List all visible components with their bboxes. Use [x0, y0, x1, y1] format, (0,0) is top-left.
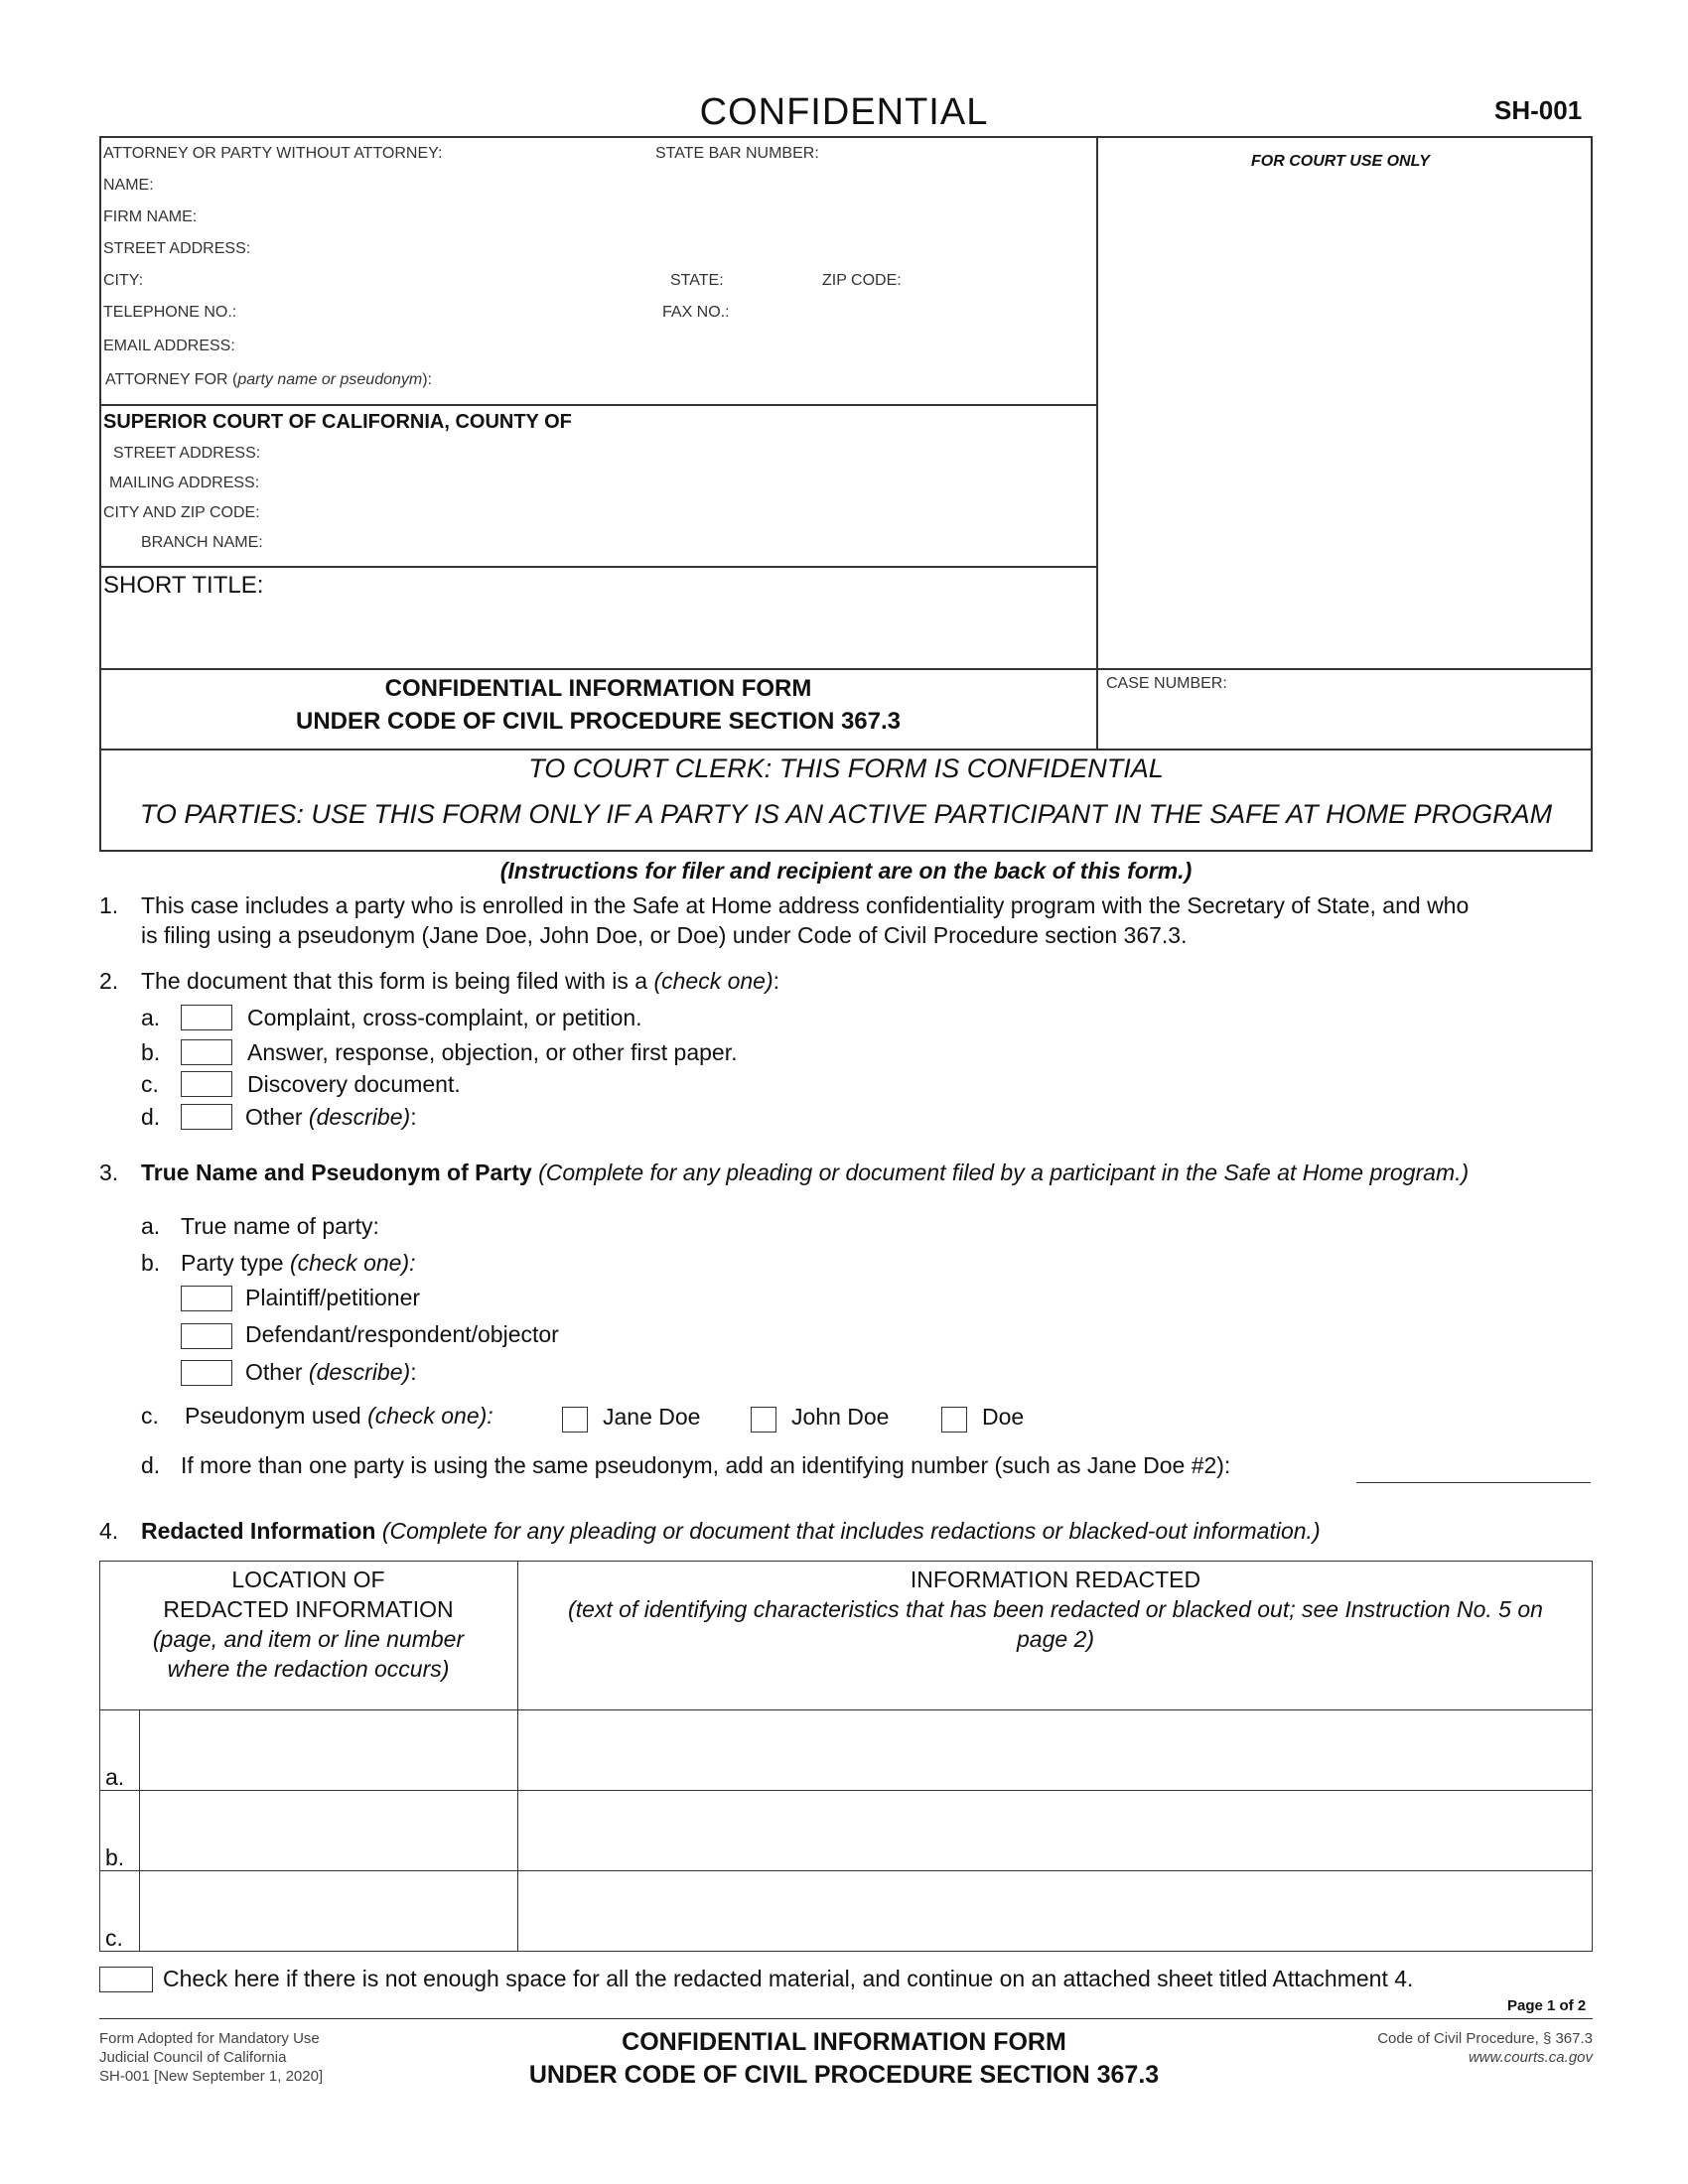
attorney-for-italic: party name or pseudonym: [237, 371, 423, 388]
other-party-label-end: :: [410, 1359, 417, 1385]
item3-heading: True Name and Pseudonym of Party: [141, 1160, 532, 1185]
item2-text-italic: (check one): [653, 968, 774, 994]
page-number: Page 1 of 2: [1507, 1997, 1587, 2014]
telephone-label: TELEPHONE NO.:: [103, 304, 237, 321]
instructions-note: (Instructions for filer and recipient are on the back of this form.): [499, 858, 1193, 884]
item2-d-label-italic: (describe): [308, 1104, 411, 1130]
defendant-checkbox[interactable]: [181, 1323, 232, 1349]
page-title: CONFIDENTIAL: [699, 91, 989, 133]
item3-b-letter: b.: [141, 1250, 161, 1276]
item2-number: 2.: [99, 968, 119, 994]
attorney-for-label: [105, 371, 432, 389]
col1-header-line4: where the redaction occurs): [167, 1656, 450, 1682]
footer-title-line2: UNDER CODE OF CIVIL PROCEDURE SECTION 367.3: [528, 2061, 1160, 2089]
doe-label: Doe: [982, 1404, 1025, 1430]
row-b-letter: b.: [105, 1844, 125, 1870]
doe-checkbox[interactable]: [941, 1407, 967, 1433]
footer-rule: [99, 2018, 1593, 2019]
attorney-for-text: ATTORNEY FOR (: [105, 371, 238, 388]
court-mailing-label: MAILING ADDRESS:: [109, 475, 260, 491]
item3-number: 3.: [99, 1160, 119, 1185]
table-header-bottom: [99, 1709, 1593, 1710]
plaintiff-label: Plaintiff/petitioner: [245, 1285, 421, 1310]
other-party-label: [245, 1359, 417, 1386]
item2-d-checkbox[interactable]: [181, 1104, 232, 1130]
item2-c-checkbox[interactable]: [181, 1071, 232, 1097]
item3-b-label-italic: (check one):: [289, 1250, 416, 1276]
item2-d-label: [245, 1104, 417, 1131]
short-title-label: SHORT TITLE:: [103, 572, 264, 599]
item4-heading-note: (Complete for any pleading or document that includes redactions or blacked-out information.): [381, 1518, 1321, 1544]
footer-adopted-line3: SH-001 [New September 1, 2020]: [99, 2068, 324, 2085]
jane-doe-checkbox[interactable]: [562, 1407, 588, 1433]
item3-c-label: [185, 1403, 493, 1430]
attachment-label: Check here if there is not enough space for all the redacted material, and continue on an attached sheet titled Attachment 4.: [163, 1966, 1414, 1991]
state-label: STATE:: [670, 272, 724, 289]
item2-c-label: Discovery document.: [247, 1071, 461, 1097]
court-heading: SUPERIOR COURT OF CALIFORNIA, COUNTY OF: [103, 411, 572, 433]
item3-d-letter: d.: [141, 1452, 161, 1478]
defendant-label: Defendant/respondent/objector: [245, 1321, 559, 1347]
table-row-a-bottom: [99, 1790, 1593, 1791]
item2-b-checkbox[interactable]: [181, 1039, 232, 1065]
row-b-information-cell[interactable]: [519, 1792, 1591, 1869]
item4-heading: Redacted Information: [141, 1518, 376, 1544]
notice-line1: TO COURT CLERK: THIS FORM IS CONFIDENTIAL: [528, 753, 1164, 783]
item2-c-letter: c.: [141, 1071, 159, 1097]
state-bar-label: STATE BAR NUMBER:: [655, 145, 819, 162]
col1-header-line2: REDACTED INFORMATION: [163, 1596, 454, 1622]
footer-website[interactable]: www.courts.ca.gov: [1468, 2049, 1593, 2066]
attorney-for-end: ):: [422, 371, 432, 388]
footer-title-line1: CONFIDENTIAL INFORMATION FORM: [622, 2028, 1066, 2056]
row-c-information-cell[interactable]: [519, 1872, 1591, 1950]
zip-code-label: ZIP CODE:: [822, 272, 902, 289]
jane-doe-label: Jane Doe: [603, 1404, 701, 1430]
item2-d-letter: d.: [141, 1104, 161, 1130]
court-street-label: STREET ADDRESS:: [113, 445, 261, 462]
item4-heading-line: [141, 1518, 1321, 1545]
footer-adopted-line1: Form Adopted for Mandatory Use: [99, 2030, 320, 2047]
city-label: CITY:: [103, 272, 144, 289]
item3-heading-note: (Complete for any pleading or document filed by a participant in the Safe at Home program.): [538, 1160, 1470, 1185]
item2-a-letter: a.: [141, 1005, 161, 1030]
row-a-letter: a.: [105, 1764, 125, 1790]
footer-adopted-line2: Judicial Council of California: [99, 2049, 287, 2066]
row-b-location-cell[interactable]: [141, 1792, 516, 1869]
form-title-line1: CONFIDENTIAL INFORMATION FORM: [384, 675, 812, 702]
plaintiff-checkbox[interactable]: [181, 1286, 232, 1311]
item2-text-main: The document that this form is being filed with is a: [141, 968, 654, 994]
item2-d-label-end: :: [410, 1104, 417, 1130]
caption-box: [99, 136, 1593, 751]
row-a-information-cell[interactable]: [519, 1711, 1591, 1789]
identifying-number-field[interactable]: [1356, 1482, 1591, 1483]
item3-heading-line: [141, 1160, 1469, 1186]
item3-d-label: If more than one party is using the same pseudonym, add an identifying number (such as Jane Doe #2):: [181, 1452, 1231, 1478]
john-doe-checkbox[interactable]: [751, 1407, 776, 1433]
court-branch-label: BRANCH NAME:: [141, 534, 263, 551]
item3-c-letter: c.: [141, 1403, 159, 1429]
email-label: EMAIL ADDRESS:: [103, 338, 235, 354]
item1-line2: is filing using a pseudonym (Jane Doe, John Doe, or Doe) under Code of Civil Procedure section 367.3.: [141, 922, 1188, 948]
col1-header-line3: (page, and item or line number: [152, 1626, 465, 1652]
court-city-zip-label: CITY AND ZIP CODE:: [103, 504, 260, 521]
court-use-label: FOR COURT USE ONLY: [1251, 153, 1430, 170]
item3-b-label-main: Party type: [181, 1250, 290, 1276]
case-number-label: CASE NUMBER:: [1106, 675, 1227, 692]
item3-a-letter: a.: [141, 1213, 161, 1239]
item2-b-label: Answer, response, objection, or other first paper.: [247, 1039, 738, 1065]
col2-header-line1: INFORMATION REDACTED: [910, 1567, 1201, 1592]
item1-number: 1.: [99, 892, 119, 918]
john-doe-label: John Doe: [791, 1404, 890, 1430]
attorney-section-bottom: [99, 404, 1097, 406]
street-address-label: STREET ADDRESS:: [103, 240, 251, 257]
item2-text-end: :: [773, 968, 780, 994]
item1-line1: This case includes a party who is enrolled in the Safe at Home address confidentiality program with the Secretary of State, and who: [141, 892, 1470, 918]
form-title-line2: UNDER CODE OF CIVIL PROCEDURE SECTION 367.3: [296, 708, 901, 735]
table-row-b-bottom: [99, 1870, 1593, 1871]
caption-divider: [1096, 136, 1098, 751]
col2-header-line2: (text of identifying characteristics that has been redacted or blacked out; see Instruction No. 5 on: [568, 1596, 1543, 1622]
item3-a-label: True name of party:: [181, 1213, 379, 1239]
row-a-location-cell[interactable]: [141, 1711, 516, 1789]
col2-header-line3: page 2): [1016, 1626, 1094, 1652]
fax-label: FAX NO.:: [662, 304, 730, 321]
item2-b-letter: b.: [141, 1039, 161, 1065]
item2-a-label: Complaint, cross-complaint, or petition.: [247, 1005, 642, 1030]
other-party-checkbox[interactable]: [181, 1360, 232, 1386]
footer-code-ref: Code of Civil Procedure, § 367.3: [1377, 2030, 1593, 2047]
item2-text: [141, 968, 779, 995]
item4-number: 4.: [99, 1518, 119, 1544]
item3-c-label-italic: (check one):: [367, 1403, 493, 1429]
item2-a-checkbox[interactable]: [181, 1005, 232, 1030]
other-party-label-italic: (describe): [308, 1359, 411, 1385]
notice-line2: TO PARTIES: USE THIS FORM ONLY IF A PARTY IS AN ACTIVE PARTICIPANT IN THE SAFE AT HOME PROGRAM: [139, 799, 1553, 829]
table-letter-divider: [139, 1709, 140, 1952]
col1-header-line1: LOCATION OF: [231, 1567, 385, 1592]
row-c-location-cell[interactable]: [141, 1872, 516, 1950]
item2-d-label-main: Other: [245, 1104, 309, 1130]
firm-name-label: FIRM NAME:: [103, 208, 198, 225]
row-c-letter: c.: [105, 1925, 123, 1951]
court-section-bottom: [99, 566, 1097, 568]
short-title-bottom: [99, 668, 1593, 670]
attachment-checkbox[interactable]: [99, 1967, 153, 1992]
item3-b-label: [181, 1250, 416, 1277]
name-label: NAME:: [103, 177, 154, 194]
item3-c-label-main: Pseudonym used: [185, 1403, 368, 1429]
form-code: SH-001: [1494, 95, 1583, 125]
other-party-label-main: Other: [245, 1359, 309, 1385]
attorney-label: ATTORNEY OR PARTY WITHOUT ATTORNEY:: [103, 145, 443, 162]
